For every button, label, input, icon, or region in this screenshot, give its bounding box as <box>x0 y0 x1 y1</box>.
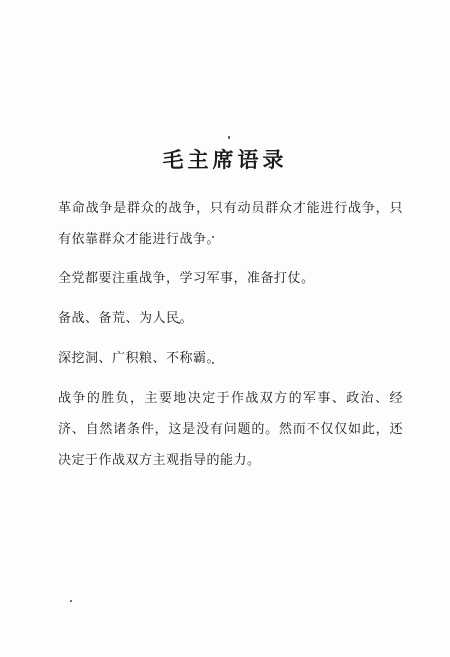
quote-paragraph: 备战、备荒、为人民。 <box>58 311 194 326</box>
document-title: 毛主席语录 <box>162 147 288 172</box>
quote-paragraph: 深挖洞、广积粮、不称霸。 <box>58 351 221 366</box>
print-speck <box>70 600 72 602</box>
quote-paragraph: 革命战争是群众的战争，只有动员群众才能进行战争，只有依靠群众才能进行战争。 <box>58 201 403 247</box>
quote-paragraph: 全党都要注重战争，学习军事，准备打仗。 <box>58 271 315 286</box>
quote-paragraph: 战争的胜负，主要地决定于作战双方的军事、政治、经济、自然诸条件，这是没有问题的。然而不仅仅如此，还决定于作战双方主观指导的能力。 <box>58 391 403 468</box>
print-speck <box>228 136 230 139</box>
